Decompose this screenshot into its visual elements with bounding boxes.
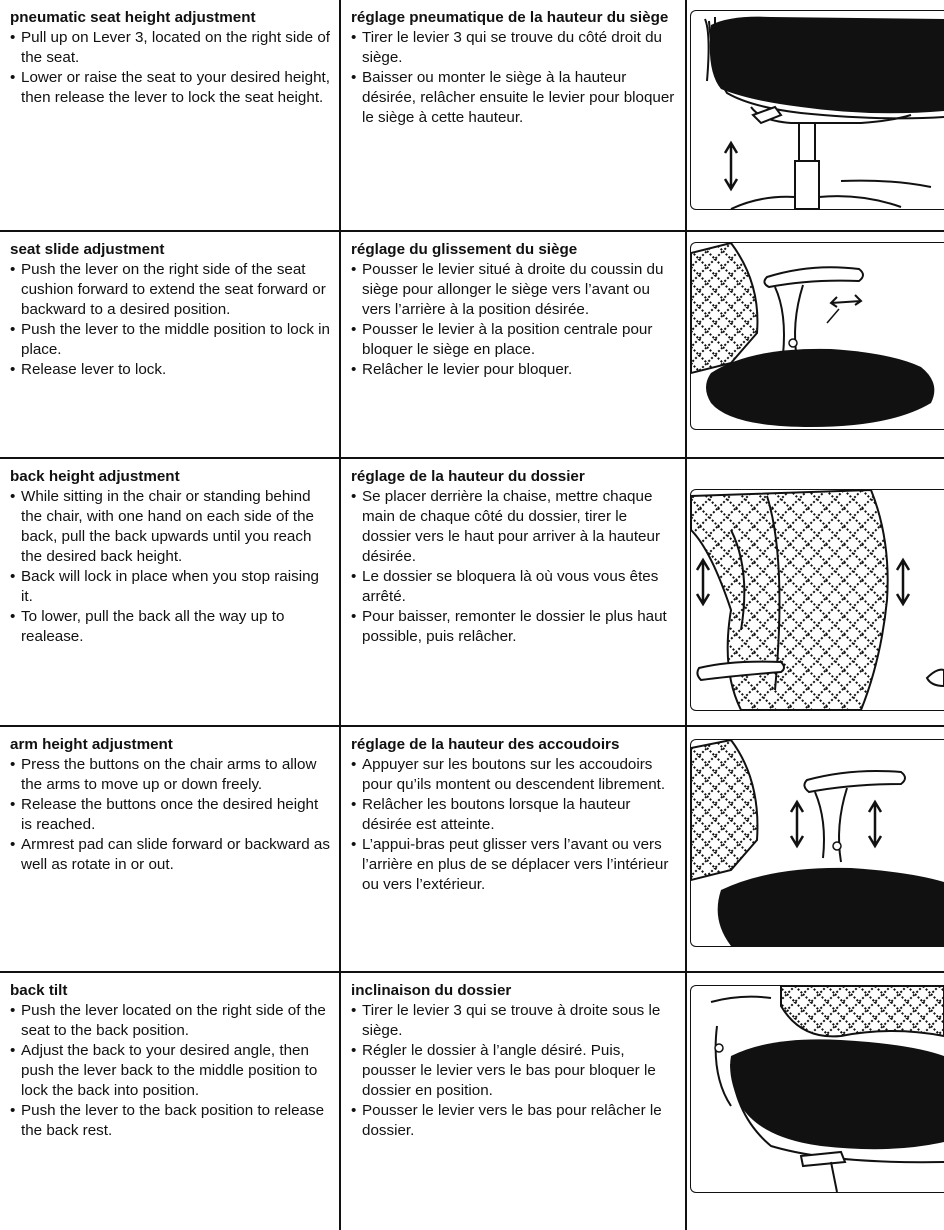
list-item: • Release the buttons once the desired height is reached. [10, 795, 331, 835]
list-item: • L’appui-bras peut glisser vers l’avant ou vers l’arrière en plus de se déplacer vers l’intérieur ou vers l’extérieur. [351, 835, 677, 895]
section-title: arm height adjustment [10, 736, 173, 753]
section-title: seat slide adjustment [10, 241, 165, 258]
chair-back-tilt-illustration [690, 985, 944, 1193]
section-title: pneumatic seat height adjustment [10, 9, 256, 26]
list-item: • Se placer derrière la chaise, mettre chaque main de chaque côté du dossier, tirer le dossier vers le haut pour arriver à la hauteur désirée. [351, 487, 677, 567]
list-item: • To lower, pull the back all the way up to realease. [10, 607, 331, 647]
list-item: • Pousser le levier situé à droite du coussin du siège pour allonger le siège vers l’avant ou vers l’arrière à la position désirée. [351, 260, 677, 320]
bullet-list [10, 487, 331, 647]
list-item: • Adjust the back to your desired angle, then push the lever back to the middle position to lock the back into position. [10, 1041, 331, 1101]
list-item: • Pousser le levier vers le bas pour relâcher le dossier. [351, 1101, 677, 1141]
list-item: • Push the lever on the right side of the seat cushion forward to extend the seat forward or backward to a desired position. [10, 260, 331, 320]
english-column [0, 0, 340, 231]
english-column [0, 972, 340, 1230]
french-column [340, 231, 686, 458]
list-item: • Régler le dossier à l’angle désiré. Puis, pousser le levier vers le bas pour bloquer le dossier en position. [351, 1041, 677, 1101]
section-title: réglage de la hauteur du dossier [351, 468, 585, 485]
bullet-list [351, 260, 677, 380]
bullet-list [351, 755, 677, 895]
list-item: • Tirer le levier 3 qui se trouve à droite sous le siège. [351, 1001, 677, 1041]
list-item: • Pousser le levier à la position centrale pour bloquer le siège en place. [351, 320, 677, 360]
section-arm-height [0, 726, 944, 972]
list-item: • Push the lever to the middle position to lock in place. [10, 320, 331, 360]
french-column [340, 458, 686, 726]
french-column [340, 0, 686, 231]
section-title: réglage de la hauteur des accoudoirs [351, 736, 620, 753]
chair-arm-height-illustration [690, 739, 944, 947]
list-item: • Lower or raise the seat to your desired height, then release the lever to lock the seat height. [10, 68, 331, 108]
section-seat-height [0, 0, 944, 231]
list-item: • Push the lever to the back position to release the back rest. [10, 1101, 331, 1141]
list-item: • Armrest pad can slide forward or backward as well as rotate in or out. [10, 835, 331, 875]
illustration-column [686, 972, 944, 1230]
list-item: • Tirer le levier 3 qui se trouve du côté droit du siège. [351, 28, 677, 68]
illustration-column [686, 726, 944, 972]
list-item: • Relâcher les boutons lorsque la hauteur désirée est atteinte. [351, 795, 677, 835]
list-item: • Push the lever located on the right side of the seat to the back position. [10, 1001, 331, 1041]
chair-back-height-illustration [690, 489, 944, 711]
list-item: • Appuyer sur les boutons sur les accoudoirs pour qu’ils montent ou descendent librement. [351, 755, 677, 795]
list-item: • Press the buttons on the chair arms to allow the arms to move up or down freely. [10, 755, 331, 795]
section-title: inclinaison du dossier [351, 982, 512, 999]
french-column [340, 726, 686, 972]
list-item: • Le dossier se bloquera là où vous vous êtes arrêté. [351, 567, 677, 607]
list-item: • Back will lock in place when you stop raising it. [10, 567, 331, 607]
section-seat-slide [0, 231, 944, 458]
bullet-list [10, 755, 331, 875]
section-back-tilt [0, 972, 944, 1230]
bullet-list [10, 28, 331, 108]
english-column [0, 458, 340, 726]
bullet-list [351, 1001, 677, 1141]
list-item: • Relâcher le levier pour bloquer. [351, 360, 677, 380]
chair-seat-height-illustration [690, 10, 944, 210]
english-column [0, 726, 340, 972]
bullet-list [351, 487, 677, 647]
list-item: • Pull up on Lever 3, located on the right side of the seat. [10, 28, 331, 68]
list-item: • Baisser ou monter le siège à la hauteur désirée, relâcher ensuite le levier pour bloquer le siège à cette hauteur. [351, 68, 677, 128]
list-item: • Pour baisser, remonter le dossier le plus haut possible, puis relâcher. [351, 607, 677, 647]
section-title: réglage du glissement du siège [351, 241, 578, 258]
bullet-list [351, 28, 677, 128]
bullet-list [10, 1001, 331, 1141]
list-item: • While sitting in the chair or standing behind the chair, with one hand on each side of the back, pull the back upwards until you reach the desired back height. [10, 487, 331, 567]
chair-seat-slide-illustration [690, 242, 944, 430]
illustration-column [686, 231, 944, 458]
section-title: back height adjustment [10, 468, 180, 485]
french-column [340, 972, 686, 1230]
section-back-height [0, 458, 944, 726]
illustration-column [686, 458, 944, 726]
english-column [0, 231, 340, 458]
illustration-column [686, 0, 944, 231]
section-title: back tilt [10, 982, 68, 999]
list-item: • Release lever to lock. [10, 360, 331, 380]
section-title: réglage pneumatique de la hauteur du siège [351, 9, 669, 26]
bullet-list [10, 260, 331, 380]
